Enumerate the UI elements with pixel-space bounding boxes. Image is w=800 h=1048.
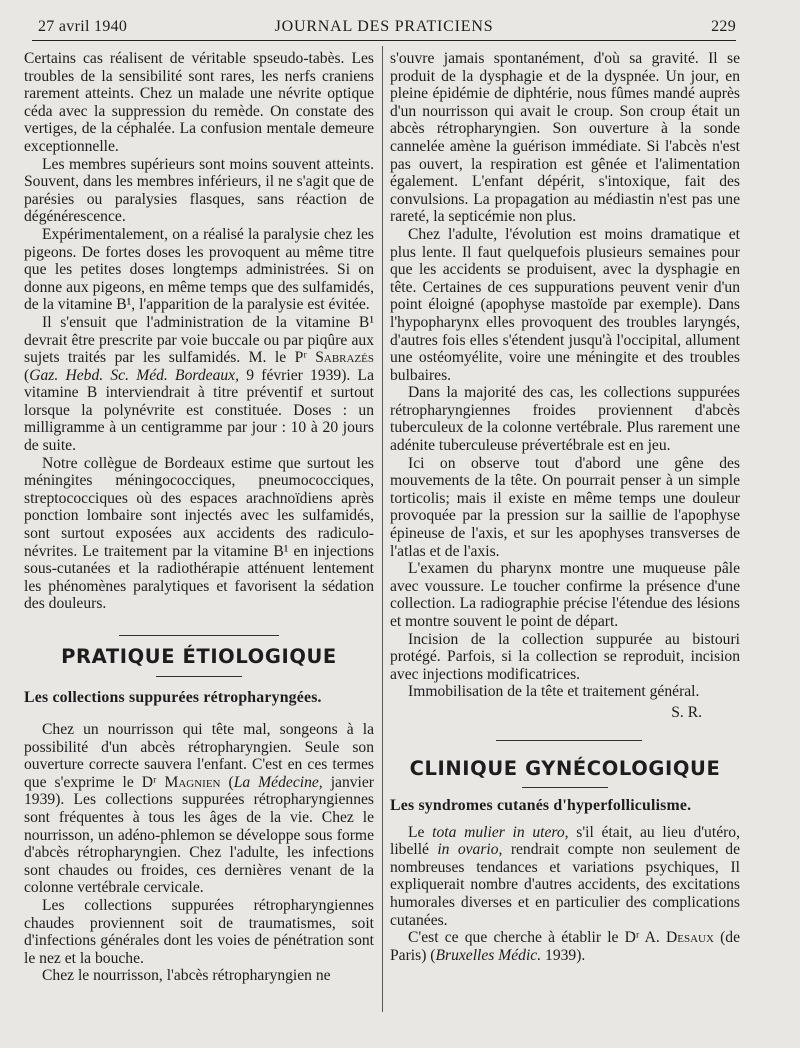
article-subhead: Les collections suppurées rétropharyngées. xyxy=(24,689,322,706)
text-run: Il s'ensuit que l'administration de la vitamine B¹ devrait être prescrite par voie buccale ou par piqûre aux sujets traités par les sulfamidés. M. le Pʳ xyxy=(24,313,374,367)
text-run: s'il était, au lieu d'utéro, libellé xyxy=(390,823,740,859)
paragraph: Ici on observe tout d'abord une gêne des mouvements de la tête. On pourrait penser à un simple torticolis; mais il existe en même temps une douleur provoquée par la pression sur la saillie de l'apophyse épineuse de l'axis, et sur les apophyses transverses de l'atlas et de l'axis. xyxy=(390,454,740,560)
column-divider xyxy=(382,46,383,1012)
text-run: 9 février 1939). La vitamine B interviendrait à titre préventif et surtout lorsque la polynévrite est constituée. Doses : un milligramme à un centigramme par jour : 10 à 20 jours de suite. xyxy=(24,366,374,455)
latin-phrase: in ovario, xyxy=(437,841,503,859)
citation: Bruxelles Médic. xyxy=(435,946,542,964)
header-page-number: 229 xyxy=(711,18,736,35)
running-header xyxy=(32,18,736,40)
author-signature: S. R. xyxy=(671,703,702,721)
paragraph: Notre collègue de Bordeaux estime que surtout les méningites méningococciques, pneumococciques, streptococciques où des espaces arachnoïdiens après ponction lombaire sont injectés avec les sulfamidés, sont surtout exposées aux accidents des radiculo-névrites. Le traitement par la vitamine B¹ en injections sous-cutanées et la radiothérapie atténuent lentement les phénomènes paralytiques et favorisent la sédation des douleurs. xyxy=(24,454,374,613)
paragraph: s'ouvre jamais spontanément, d'où sa gravité. Il se produit de la dysphagie et de la dyspnée. Un jour, en pleine épidémie de diphtérie, nous fûmes mandé auprès d'un nourrisson qui avait le croup. Son croup était un abcès rétropharyngien. Son ouverture à la sonde cannelée amène la guérison immédiate. Si l'abcès n'est pas ouvert, la respiration est gênée et l'alimentation également. L'enfant dépérit, s'intoxique, fait des convulsions. La propagation au médiastin n'est pas une rareté, la septicémie non plus. xyxy=(390,50,740,226)
text-run: rendrait compte non seulement de nombreuses tendances et variations psychiques, Il expliquerait nombre d'autres accidents, des excitations humorales diverses et en particulier des complications cutanées. xyxy=(390,841,740,929)
paragraph xyxy=(24,721,374,897)
author-name: Desaux xyxy=(665,929,714,947)
author-name: Magnien xyxy=(164,773,221,791)
latin-phrase: tota mulier in utero, xyxy=(432,823,569,841)
text-run: janvier 1939). Les collections suppurées rétropharyngiennes sont fréquentes à tous les âges de la vie. Chez le nourrisson, un adéno-phlemon se développe sous forme d'abcès rétropharyngien. Chez l'adulte, les infections sont chaudes ou froides, ces dernières venant de la colonne vertébrale cervicale. xyxy=(24,773,374,897)
paragraph: Chez le nourrisson, l'abcès rétropharyngien ne xyxy=(42,967,331,985)
paragraph: Dans la majorité des cas, les collections suppurées rétropharyngiennes froides proviennent d'abcès tuberculeux de la colonne vertébrale. Plus rarement une adénite tuberculeuse prévertébrale est en jeu. xyxy=(390,384,740,455)
header-journal-title: JOURNAL DES PRATICIENS xyxy=(274,18,494,35)
paragraph xyxy=(24,314,374,455)
citation: La Médecine, xyxy=(233,773,323,791)
header-rule xyxy=(32,40,736,41)
text-run: Le xyxy=(408,823,433,841)
right-column xyxy=(390,50,740,964)
text-run: ( xyxy=(220,773,234,791)
paragraph xyxy=(390,929,740,964)
paragraph: Les membres supérieurs sont moins souvent atteints. Souvent, dans les membres inférieurs, il ne s'agit que de parésies ou paralysies flasques, sans réaction de dégénérescence. xyxy=(24,155,374,226)
paragraph: Certains cas réalisent de véritable spseudo-tabès. Les troubles de la sensibilité sont rares, les nerfs craniens rarement atteints. Chez un malade une névrite optique céda avec la suppression du remède. On constate des vertiges, de la céphalée. La confusion mentale demeure exceptionnelle. xyxy=(24,50,374,155)
text-run: 1939). xyxy=(541,946,586,964)
paragraph: L'examen du pharynx montre une muqueuse pâle avec voussure. Le toucher confirme la présence d'une collection. La radiographie précise l'étendue des lésions et montre souvent le point de départ. xyxy=(390,560,740,630)
header-date: 27 avril 1940 xyxy=(38,18,128,35)
paragraph: Incision de la collection suppurée au bistouri protégé. Parfois, si la collection se reproduit, incision avec injections modificatrices. xyxy=(390,630,740,683)
paragraph: Les collections suppurées rétropharyngiennes chaudes proviennent soit de traumatismes, soit d'infections générales dont les voies de pénétration sont le nez et la bouche. xyxy=(24,896,374,967)
section-title-pratique: PRATIQUE ÉTIOLOGIQUE xyxy=(61,645,337,668)
citation: Gaz. Hebd. Sc. Méd. Bordeaux, xyxy=(29,366,239,384)
article-subhead: Les syndromes cutanés d'hyperfolliculisme. xyxy=(390,796,692,814)
left-column xyxy=(24,50,374,985)
text-run: C'est ce que cherche à établir le Dʳ A. xyxy=(408,929,666,947)
paragraph: Expérimentalement, on a réalisé la paralysie chez les pigeons. De fortes doses les provoquent au même titre que les petites doses longtemps administrées. Si on donne aux pigeons, en même temps que des sulfamidés, de la vitamine B¹, l'apparition de la paralysie est évitée. xyxy=(24,225,374,314)
section-title-clinique: CLINIQUE GYNÉCOLOGIQUE xyxy=(409,756,721,780)
text-run: Chez un nourrisson qui tête mal, songeons à la possibilité d'un abcès rétropharyngien. Seule son ouverture correcte sauvera l'enfant. C'est en ces termes que s'exprime le Dʳ xyxy=(24,721,374,791)
paragraph: Immobilisation de la tête et traitement général. xyxy=(408,683,700,701)
paragraph xyxy=(390,824,740,930)
text-run: ( xyxy=(24,366,30,384)
text-run: (de Paris) ( xyxy=(390,929,741,964)
author-name: Sabrazés xyxy=(315,349,374,367)
paragraph: Chez l'adulte, l'évolution est moins dramatique et plus lente. Il faut quelquefois plusieurs semaines pour que les accidents se produisent, avec la dysphagie en tête. Certaines de ces suppurations peuvent venir d'un point éloigné (apophyse mastoïde par exemple). Dans l'hypopharynx elles provoquent des troubles laryngés, d'autres fois elles s'étendent jusqu'à l'occipital, allument une ostéomyélite, voire une méningite et des troubles bulbaires. xyxy=(390,225,740,384)
